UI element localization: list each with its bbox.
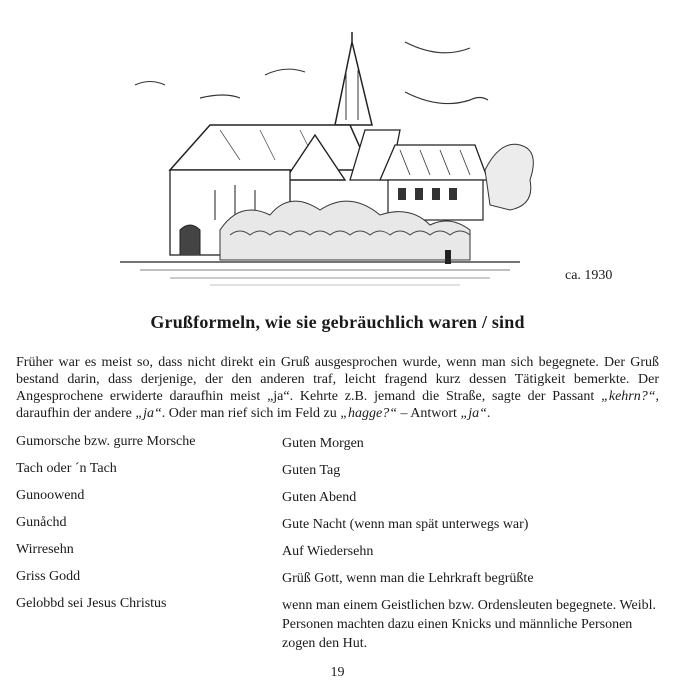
- intro-text: Früher war es meist so, dass nicht direkt ein Gruß ausgesprochen wurde, wenn man sich begegnete. Der Gruß bestand darin, dass derjenige, der den anderen traf, leicht fragend kurz dessen Tätigkeit bemerkte. Der Angesprochene erwiderte daraufhin meist: [16, 355, 659, 404]
- greeting-meaning: Auf Wiedersehn: [282, 544, 374, 559]
- dialect-greeting: Griss Godd: [16, 569, 81, 584]
- church-village-illustration: [110, 30, 550, 295]
- dialect-greeting: Gelobbd sei Jesus Christus: [16, 596, 167, 611]
- dialect-greeting: Gunoowend: [16, 488, 85, 503]
- intro-text: , daraufhin der andere: [16, 389, 660, 421]
- greeting-meaning: Gute Nacht (wenn man spät unterwegs war): [282, 517, 529, 532]
- greeting-meaning: Guten Morgen: [282, 436, 364, 451]
- quote-ja: „ja“: [460, 406, 487, 421]
- intro-text: . Kehrte z.B. jemand die Straße, sagte der Passant: [289, 389, 602, 404]
- greeting-meaning: Guten Abend: [282, 490, 357, 505]
- quote-hagge: „hagge?“: [340, 406, 398, 421]
- dialect-greeting: Gumorsche bzw. gurre Morsche: [16, 434, 196, 449]
- quote-ja: „ja“: [135, 406, 162, 421]
- greeting-meaning: Grüß Gott, wenn man die Lehrkraft begrüßte: [282, 571, 534, 586]
- quote-kehrn: „kehrn?“: [601, 389, 656, 404]
- intro-text: .: [486, 406, 491, 421]
- dialect-greeting: Wirresehn: [16, 542, 74, 557]
- greeting-meaning: Guten Tag: [282, 463, 341, 478]
- intro-paragraph: [16, 354, 659, 422]
- greeting-meaning: wenn man einem Geistlichen bzw. Ordensleuten begegnete. Weibl. Personen machten dazu einen Knicks und männliche Personen zogen den Hut.: [282, 598, 657, 651]
- quote-ja: „ja“: [267, 389, 290, 404]
- page-number: 19: [330, 665, 345, 680]
- dialect-greeting: Tach oder ´n Tach: [16, 461, 117, 476]
- dialect-greeting: Gunåchd: [16, 515, 67, 530]
- intro-text: – Antwort: [397, 406, 461, 421]
- illustration-caption: ca. 1930: [565, 268, 613, 283]
- intro-text: . Oder man rief sich im Feld zu: [161, 406, 341, 421]
- page-title: Grußformeln, wie sie gebräuchlich waren / sind: [150, 312, 525, 332]
